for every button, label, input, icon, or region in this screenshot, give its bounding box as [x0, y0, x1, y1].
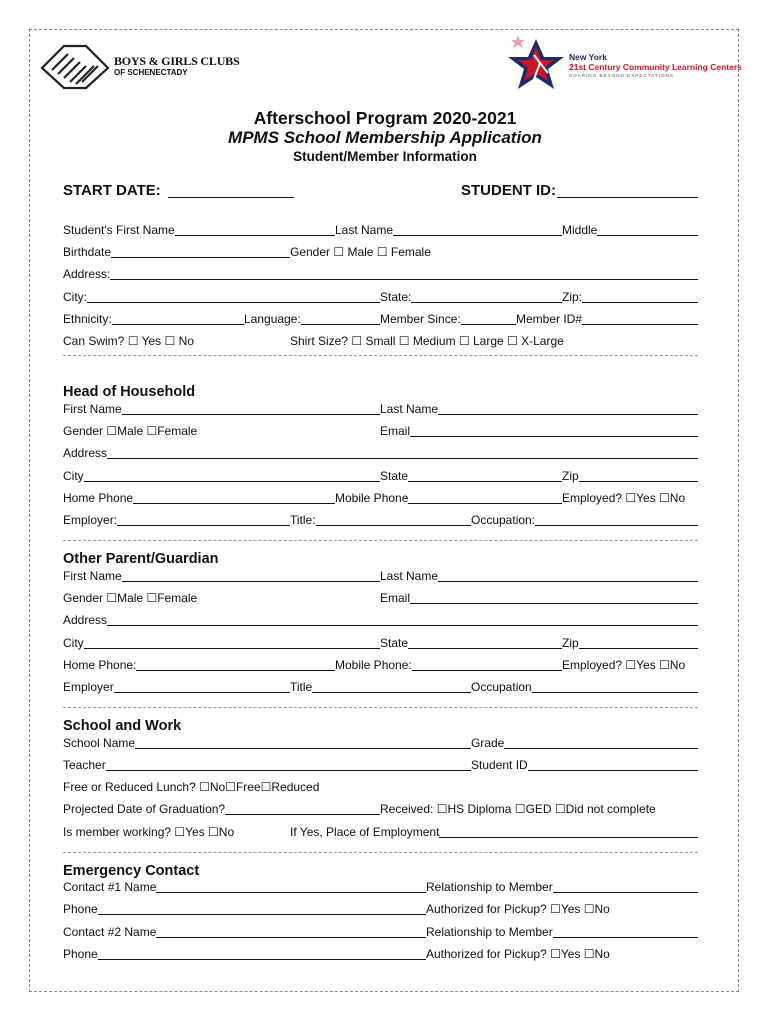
input-line[interactable] [136, 670, 335, 671]
field-label: Phone [63, 902, 98, 916]
input-line[interactable] [411, 302, 562, 303]
field-label: Occupation [471, 680, 532, 694]
field-label: Gender ☐Male ☐Female [63, 424, 198, 438]
field-label: Birthdate [63, 245, 112, 259]
input-line[interactable] [110, 279, 698, 280]
field-label: Phone [63, 947, 98, 961]
cclc-name: 21st Century Community Learning Centers [569, 62, 742, 72]
field-label: City [63, 469, 84, 483]
input-line[interactable] [122, 414, 380, 415]
input-line[interactable] [582, 302, 698, 303]
field-label: Is member working? ☐Yes ☐No [63, 825, 235, 839]
input-line[interactable] [408, 503, 562, 504]
start-date-field[interactable] [168, 197, 294, 198]
input-line[interactable] [412, 670, 562, 671]
input-line[interactable] [410, 603, 698, 604]
field-label: Student's First Name [63, 223, 175, 237]
start-date-label: START DATE: [63, 182, 161, 199]
field-label: Employer [63, 680, 114, 694]
org-name: BOYS & GIRLS CLUBS [114, 54, 240, 68]
input-line[interactable] [98, 914, 426, 915]
field-label: Occupation: [471, 513, 536, 527]
field-label: Language: [244, 312, 301, 326]
input-line[interactable] [114, 692, 290, 693]
input-line[interactable] [156, 892, 426, 893]
input-line[interactable] [106, 770, 471, 771]
input-line[interactable] [461, 324, 516, 325]
heading-head-of-household: Head of Household [63, 384, 196, 400]
field-label: City [63, 636, 84, 650]
section-divider [63, 355, 698, 356]
field-label: Middle [562, 223, 598, 237]
field-label: Home Phone [63, 491, 134, 505]
input-line[interactable] [393, 235, 562, 236]
form-border [29, 29, 739, 992]
field-label: Projected Date of Graduation? [63, 802, 226, 816]
input-line[interactable] [532, 692, 698, 693]
field-label: Address [63, 613, 108, 627]
cclc-state: New York [569, 52, 607, 62]
field-label: Employer: [63, 513, 118, 527]
input-line[interactable] [316, 525, 471, 526]
field-label: Gender ☐Male ☐Female [63, 591, 198, 605]
field-label: City: [63, 290, 87, 304]
input-line[interactable] [135, 748, 471, 749]
field-label: Free or Reduced Lunch? ☐No☐Free☐Reduced [63, 780, 320, 794]
student-id-label: STUDENT ID: [461, 182, 556, 199]
field-label: Member ID# [516, 312, 583, 326]
field-label: Received: ☐HS Diploma ☐GED ☐Did not complete [380, 802, 656, 816]
input-line[interactable] [84, 481, 380, 482]
section-divider [63, 540, 698, 541]
field-label: Zip: [562, 290, 583, 304]
field-label: Zip [562, 469, 579, 483]
field-label: Relationship to Member [426, 880, 553, 894]
field-label: Last Name [380, 569, 439, 583]
input-line[interactable] [410, 436, 698, 437]
heading-emergency-contact: Emergency Contact [63, 863, 200, 879]
field-label: Contact #2 Name [63, 925, 157, 939]
section-divider [63, 707, 698, 708]
field-label: State [380, 469, 409, 483]
input-line[interactable] [301, 324, 380, 325]
field-label: Email [380, 424, 411, 438]
field-label: Title: [290, 513, 316, 527]
field-label: Grade [471, 736, 505, 750]
input-line[interactable] [87, 302, 380, 303]
field-label: Address [63, 446, 108, 460]
heading-school-work: School and Work [63, 718, 182, 734]
field-label: If Yes, Place of Employment [290, 825, 440, 839]
heading-other-parent: Other Parent/Guardian [63, 551, 219, 567]
field-label: First Name [63, 402, 122, 416]
field-label: Member Since: [380, 312, 461, 326]
input-line[interactable] [111, 257, 290, 258]
input-line[interactable] [439, 837, 698, 838]
student-id-field[interactable] [557, 197, 698, 198]
field-label: Mobile Phone: [335, 658, 412, 672]
input-line[interactable] [408, 481, 562, 482]
input-line[interactable] [535, 525, 698, 526]
field-label: Address: [63, 267, 111, 281]
input-line[interactable] [133, 503, 335, 504]
input-line[interactable] [553, 937, 698, 938]
page-subtitle: MPMS School Membership Application [228, 128, 542, 147]
field-label: School Name [63, 736, 136, 750]
input-line[interactable] [312, 692, 471, 693]
input-line[interactable] [107, 625, 698, 626]
org-subtitle: OF SCHENECTADY [114, 68, 188, 77]
input-line[interactable] [438, 581, 698, 582]
star-logo-icon [504, 33, 569, 101]
input-line[interactable] [112, 324, 244, 325]
section-title: Student/Member Information [293, 149, 477, 164]
field-label: Gender ☐ Male ☐ Female [290, 245, 431, 259]
field-label: Mobile Phone [335, 491, 409, 505]
field-label: Shirt Size? ☐ Small ☐ Medium ☐ Large ☐ X-Large [290, 334, 564, 348]
page-title: Afterschool Program 2020-2021 [253, 108, 517, 128]
input-line[interactable] [528, 770, 698, 771]
field-label: Student ID [471, 758, 528, 772]
input-line[interactable] [579, 648, 698, 649]
section-divider [63, 852, 698, 853]
input-line[interactable] [107, 458, 698, 459]
field-label: Can Swim? ☐ Yes ☐ No [63, 334, 194, 348]
field-label: State: [380, 290, 412, 304]
cclc-tagline: SOARING BEYOND EXPECTATIONS [569, 73, 674, 78]
input-line[interactable] [122, 581, 380, 582]
field-label: Email [380, 591, 411, 605]
input-line[interactable] [504, 748, 698, 749]
input-line[interactable] [175, 235, 335, 236]
input-line[interactable] [597, 235, 698, 236]
input-line[interactable] [225, 814, 380, 815]
input-line[interactable] [84, 648, 380, 649]
input-line[interactable] [98, 959, 426, 960]
input-line[interactable] [579, 481, 698, 482]
field-label: Last Name [380, 402, 439, 416]
field-label: Last Name [335, 223, 394, 237]
input-line[interactable] [438, 414, 698, 415]
field-label: Home Phone: [63, 658, 137, 672]
field-label: Teacher [63, 758, 106, 772]
field-label: Relationship to Member [426, 925, 553, 939]
field-label: Ethnicity: [63, 312, 112, 326]
field-label: Zip [562, 636, 579, 650]
field-label: Employed? ☐Yes ☐No [562, 658, 686, 672]
input-line[interactable] [156, 937, 426, 938]
field-label: Authorized for Pickup? ☐Yes ☐No [426, 902, 610, 916]
input-line[interactable] [582, 324, 698, 325]
field-label: Title [290, 680, 313, 694]
field-label: Authorized for Pickup? ☐Yes ☐No [426, 947, 610, 961]
input-line[interactable] [117, 525, 290, 526]
field-label: First Name [63, 569, 122, 583]
input-line[interactable] [408, 648, 562, 649]
field-label: Employed? ☐Yes ☐No [562, 491, 686, 505]
input-line[interactable] [553, 892, 698, 893]
field-label: Contact #1 Name [63, 880, 157, 894]
field-label: State [380, 636, 409, 650]
